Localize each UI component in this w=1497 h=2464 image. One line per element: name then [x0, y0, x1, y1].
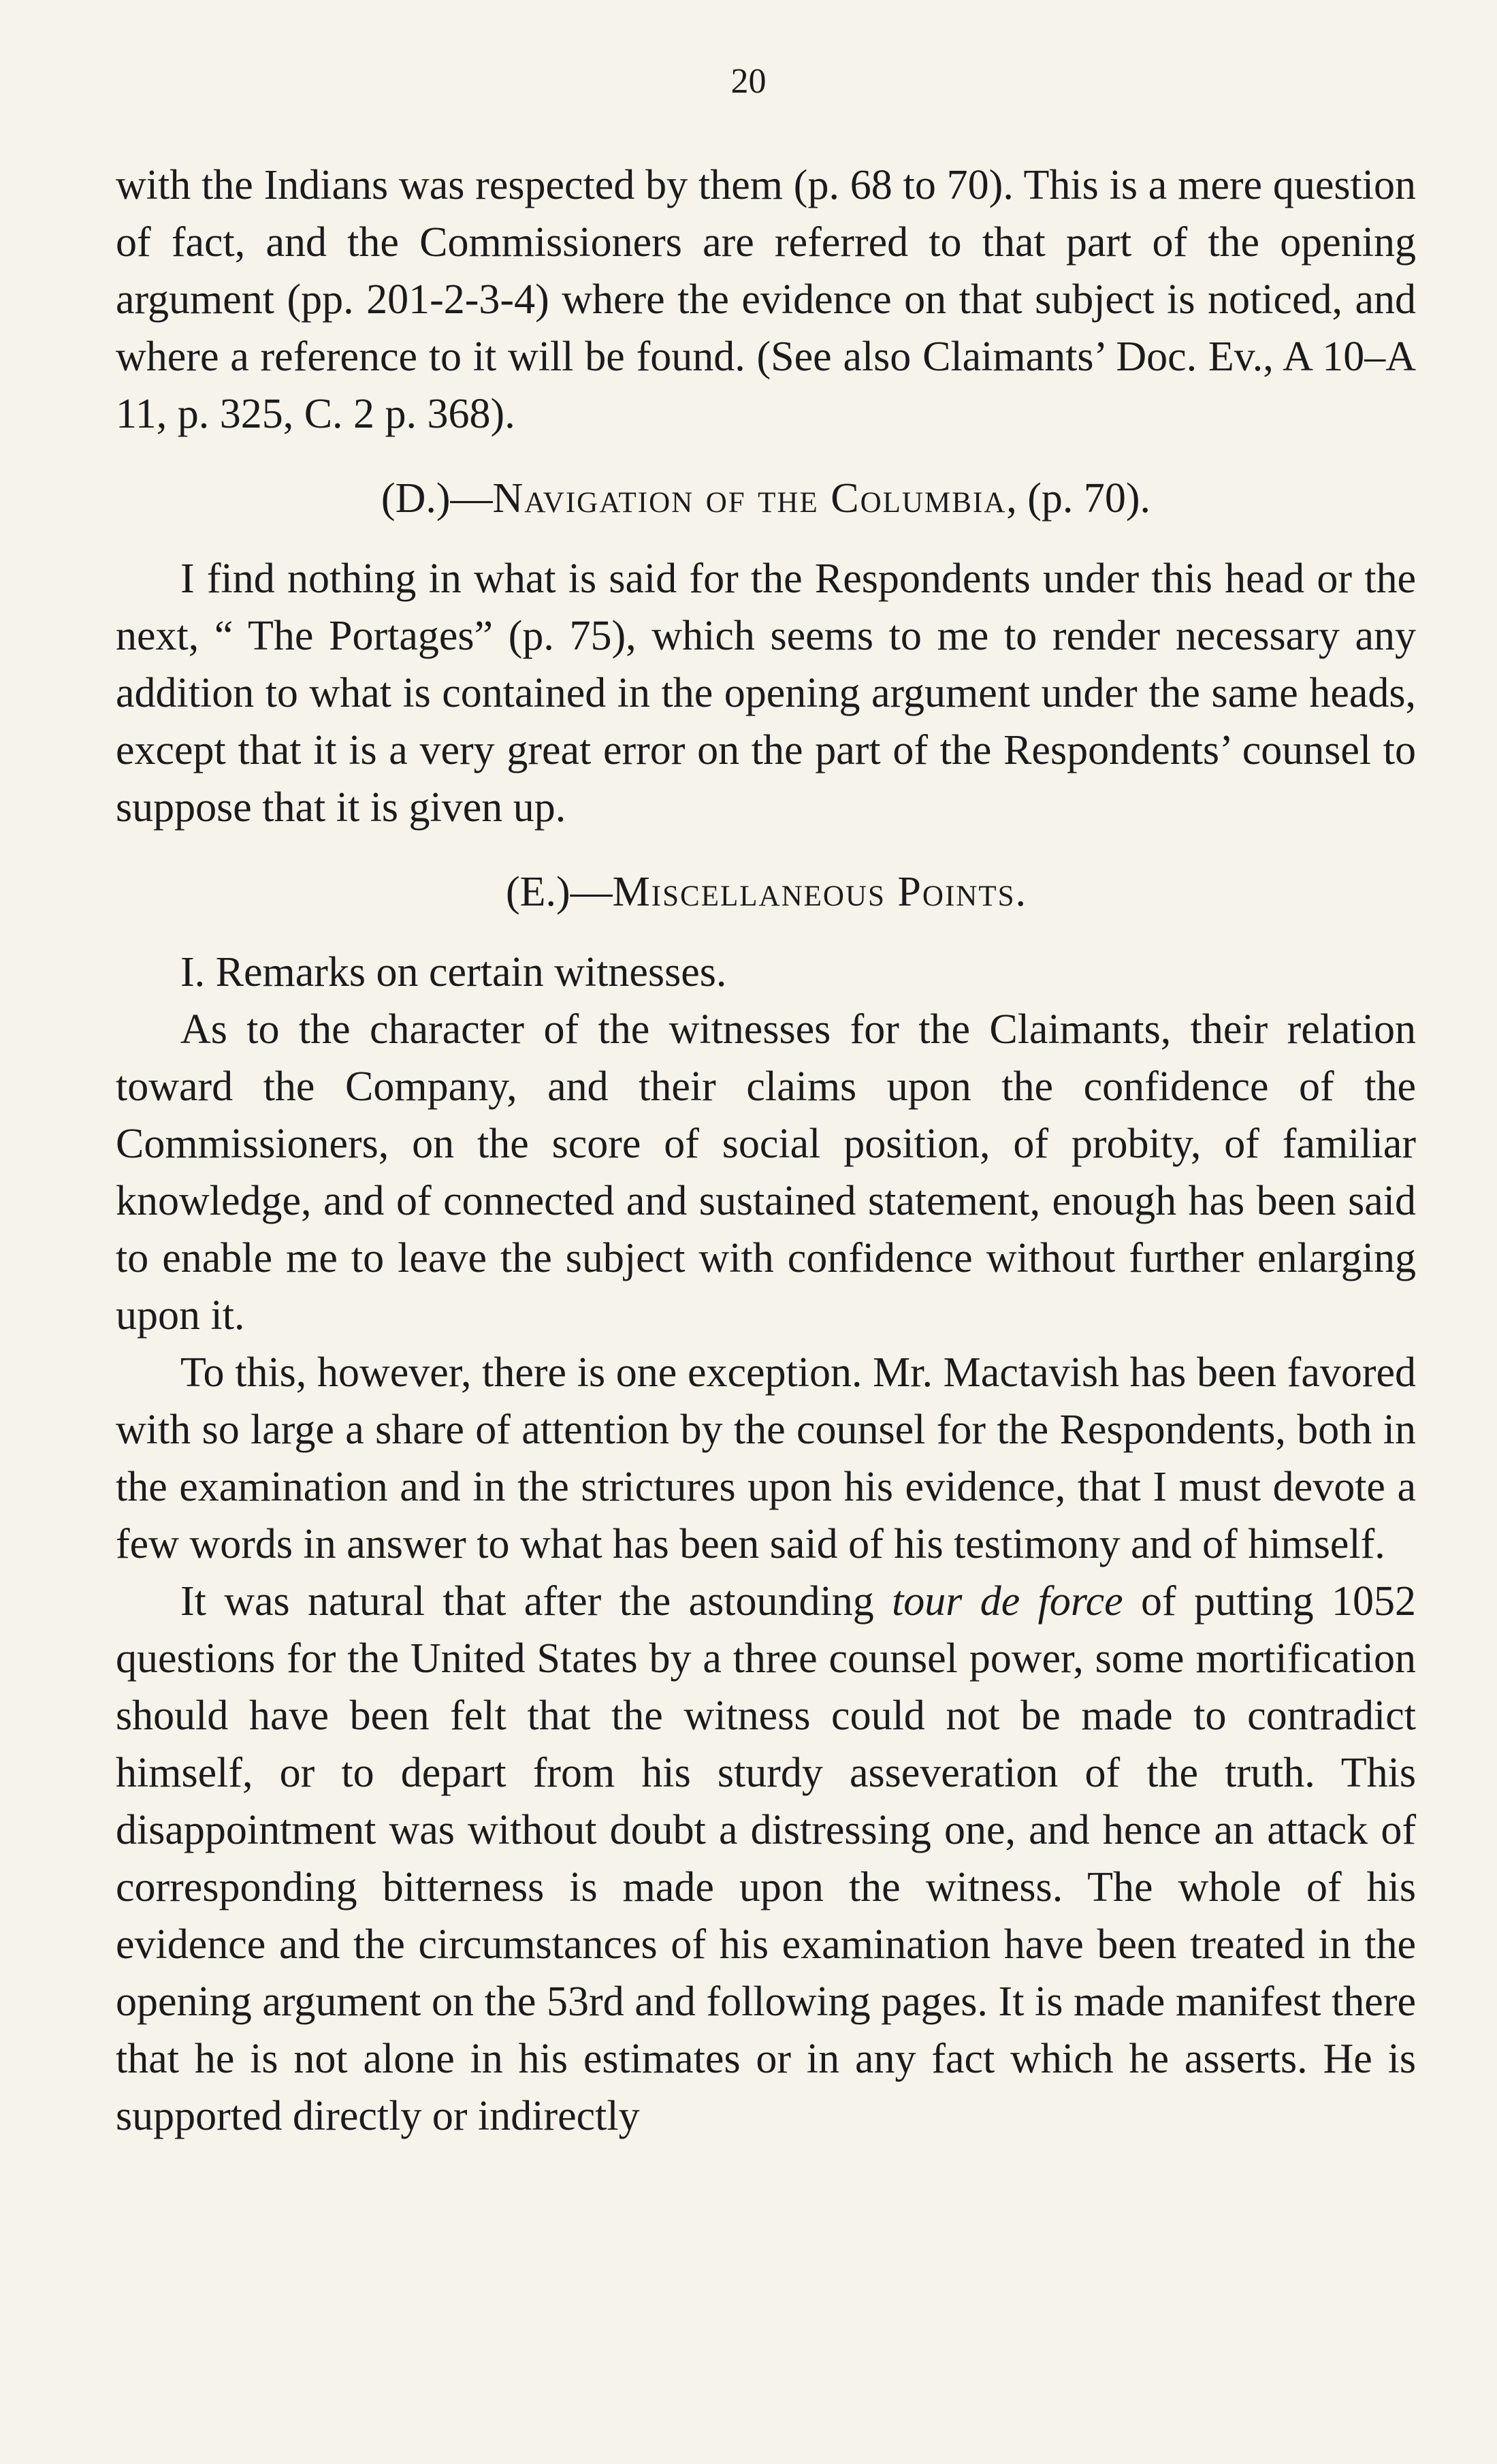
- page-content: [116, 157, 1416, 2145]
- tour-de-force-italic: tour de force: [892, 1578, 1123, 1625]
- section-heading-e-title: Miscellaneous Points: [612, 869, 1016, 915]
- intro-paragraph: with the Indians was respected by them (p. 68 to 70). This is a mere question of fact, and the Commissioners are referred to that part of the opening argument (pp. 201-2-3-4) where the evidence on that subject is noticed, and where a reference to it will be found. (See also Claimants’ Doc. Ev., A 10–A 11, p. 325, C. 2 p. 368).: [116, 162, 1416, 437]
- section-heading-e-prefix: (E.)—: [506, 869, 613, 915]
- page-number: 20: [730, 62, 767, 101]
- section-heading-d-suffix: , (p. 70).: [1006, 475, 1151, 522]
- subheading-remarks-on-witnesses: I. Remarks on certain witnesses.: [180, 949, 727, 995]
- paragraph-mactavish-exception: To this, however, there is one exception. Mr. Mactavish has been favored with so large a share of attention by the counsel for the Respondents, both in the examination and in the strictures upon his evidence, that I must devote a few words in answer to what has been said of his testimony and of himself.: [116, 1349, 1416, 1567]
- paragraph-navigation: I find nothing in what is said for the Respondents under this head or the next, “ The Portages” (p. 75), which seems to me to render necessary any addition to what is contained in the opening argument under the same heads, except that it is a very great error on the part of the Respondents’ counsel to suppose that it is given up.: [116, 556, 1416, 831]
- paragraph-witness-character: As to the character of the witnesses for the Claimants, their relation toward the Company, and their claims upon the confidence of the Commissioners, on the score of social position, of probity, of familiar knowledge, and of connected and sustained statement, enough has been said to enable me to leave the subject with confidence without further enlarging upon it.: [116, 1006, 1416, 1339]
- section-heading-d-prefix: (D.)—: [381, 475, 493, 522]
- section-heading-e: [116, 863, 1416, 921]
- tour-de-force-after: of putting 1052 questions for the United States by a three counsel power, some mortification should have been felt that the witness could not be made to contradict himself, or to depart from his sturdy asseveration of the truth. This disappointment was without doubt a distressing one, and hence an attack of corresponding bitterness is made upon the witness. The whole of his evidence and the circumstances of his examination have been treated in the opening argument on the 53rd and following pages. It is made manifest there that he is not alone in his estimates or in any fact which he asserts. He is supported directly or indirectly: [116, 1578, 1417, 2139]
- paragraph-tour-de-force: [116, 1573, 1416, 2145]
- section-heading-e-suffix: .: [1015, 869, 1026, 915]
- section-heading-d-title: Navigation of the Columbia: [492, 475, 1007, 522]
- tour-de-force-before: It was natural that after the astounding: [180, 1578, 892, 1625]
- section-heading-d: [116, 470, 1416, 527]
